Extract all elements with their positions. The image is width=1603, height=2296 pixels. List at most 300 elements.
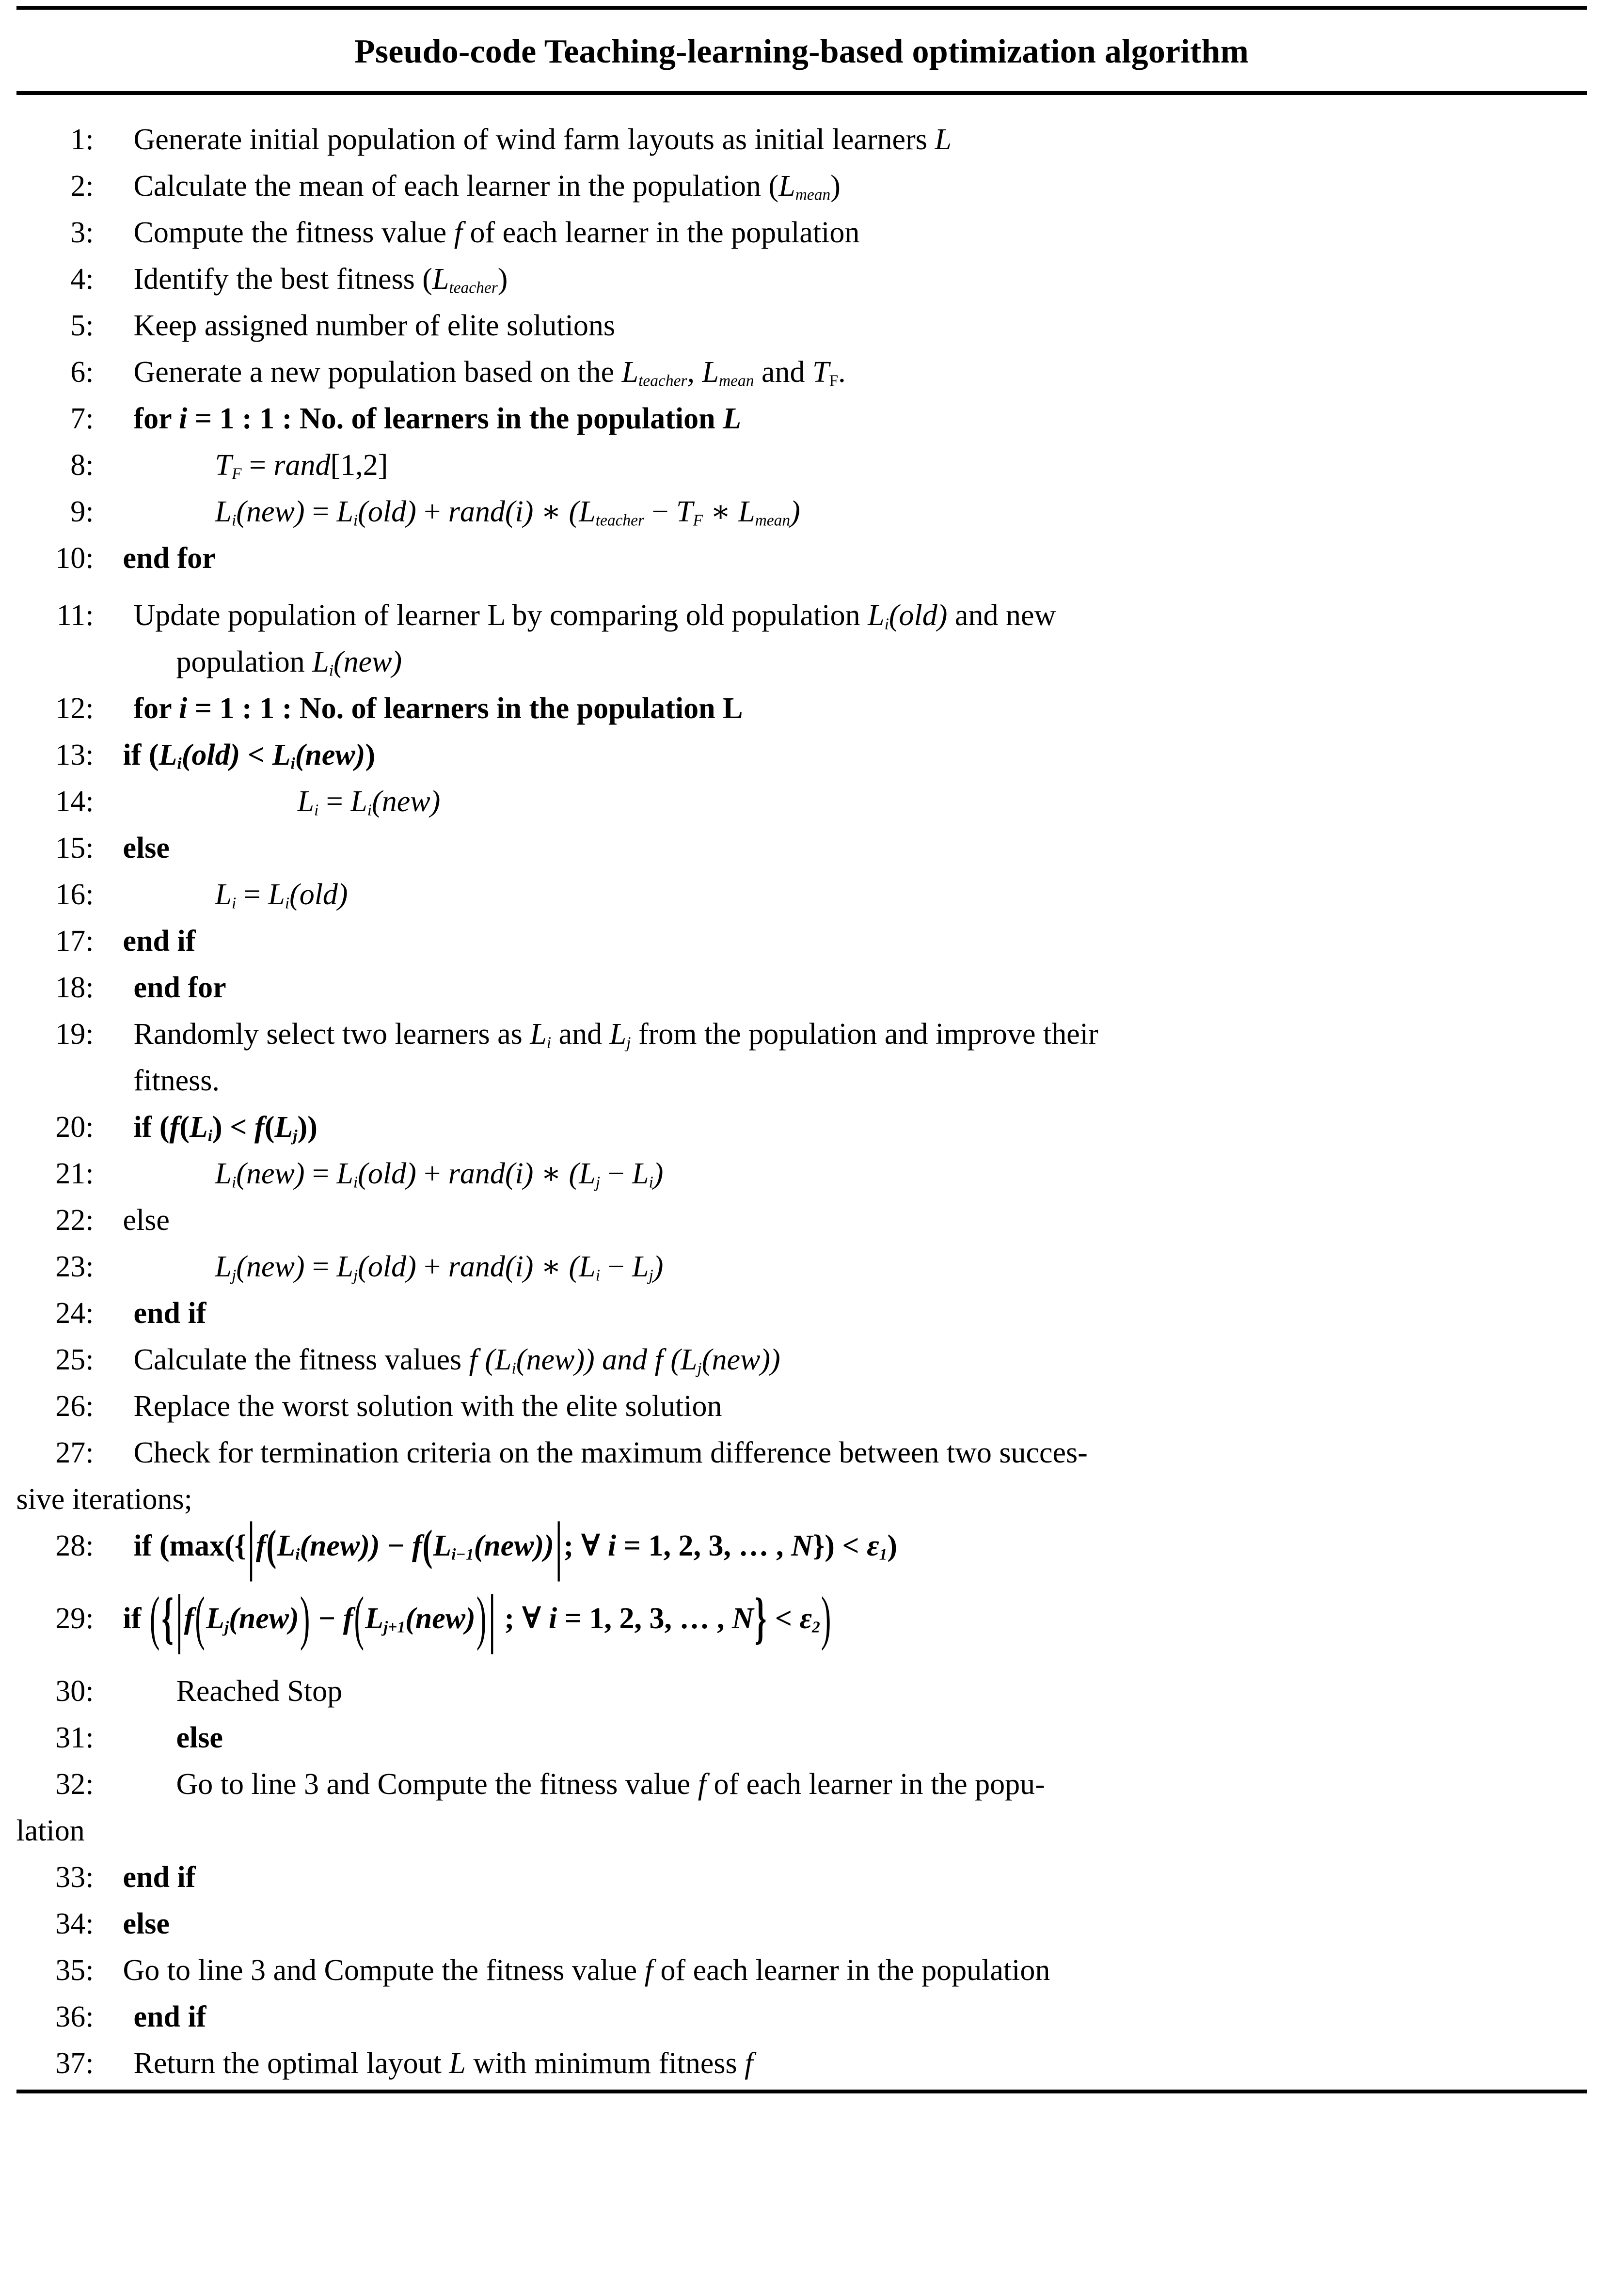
- line-text-11b: [94, 639, 1587, 685]
- line-text-10: end for: [123, 542, 216, 575]
- l3-text-b: of each learner in the population: [462, 216, 860, 249]
- l29-new: (new): [229, 1602, 299, 1635]
- l35-text-a: Go to line 3 and Compute the fitness value: [123, 1954, 645, 1987]
- l14-subscript-i: i: [314, 801, 319, 819]
- l23-minus: −: [600, 1250, 632, 1283]
- code-line-33: [16, 1854, 1587, 1901]
- l7-symbol-i: i: [179, 402, 188, 435]
- l20-close1: ): [212, 1111, 222, 1144]
- line-text-21: [94, 1150, 1587, 1197]
- l9-subscript-F: F: [693, 511, 703, 530]
- l9-subscript-i2: i: [353, 511, 358, 530]
- page-title: Pseudo-code Teaching-learning-based optimization algorithm: [354, 33, 1249, 70]
- line-text-5: Keep assigned number of elite solutions: [133, 309, 616, 342]
- l19-and: and: [551, 1018, 610, 1051]
- l6-text: Generate a new population based on the: [133, 356, 622, 389]
- line-text-22: else: [123, 1204, 170, 1237]
- l4-text: Identify the best fitness (: [133, 263, 432, 296]
- l21-arg-i: (i): [505, 1157, 534, 1190]
- line-number-31: 31:: [55, 1721, 94, 1754]
- l14-symbol-L2: L: [350, 785, 367, 818]
- l23-arg-i: (i): [505, 1250, 534, 1283]
- code-line-15: [16, 825, 1587, 871]
- l29-forall-symbol: ∀: [522, 1602, 549, 1635]
- l23-open-paren: (: [569, 1250, 579, 1283]
- line-number-4: 4:: [70, 263, 94, 296]
- line-text-4: [94, 256, 1587, 302]
- code-line-18: [16, 964, 1587, 1011]
- l11b-new: (new): [333, 645, 402, 678]
- l21-symbol-Li: L: [632, 1157, 649, 1190]
- line-number-1: 1:: [70, 123, 94, 156]
- code-line-17: [16, 918, 1587, 964]
- line-text-34: else: [123, 1907, 170, 1940]
- l13-lt: <: [240, 739, 272, 771]
- l21-subscript-j: j: [595, 1173, 600, 1192]
- l9-open-paren: (: [569, 495, 579, 528]
- l29-symbol-L2: L: [365, 1602, 383, 1635]
- line-number-21: 21:: [55, 1157, 94, 1190]
- l20-symbol-L2: L: [274, 1111, 293, 1144]
- l11-text-b: and new: [947, 599, 1056, 632]
- l35-text-b: of each learner in the population: [652, 1954, 1050, 1987]
- l13-symbol-L: L: [159, 739, 177, 771]
- l23-symbol-Li: L: [579, 1250, 596, 1283]
- line-number-26: 26:: [55, 1390, 94, 1423]
- l25-text: Calculate the fitness values: [133, 1343, 469, 1376]
- code-line-20: [16, 1104, 1587, 1150]
- l12-rest: = 1 : 1 : No. of learners in the population L: [187, 692, 743, 725]
- l3-text-a: Compute the fitness value: [133, 216, 454, 249]
- code-line-10: [16, 535, 1587, 582]
- code-line-14: [16, 778, 1587, 825]
- line-text-36: end if: [133, 2000, 206, 2033]
- l21-minus: −: [600, 1157, 632, 1190]
- code-line-11-continuation: [16, 639, 1587, 685]
- l23-subscript-j: j: [231, 1266, 237, 1285]
- l25-symbol-f2: f: [654, 1343, 663, 1376]
- l20-symbol-f2: f: [254, 1111, 265, 1144]
- l7-symbol-L: L: [723, 402, 741, 435]
- l7-rest: = 1 : 1 : No. of learners in the population: [187, 402, 723, 435]
- l12-symbol-i: i: [179, 692, 188, 725]
- l29-abs-bar-open: |: [175, 1582, 183, 1655]
- code-line-35: [16, 1947, 1587, 1994]
- l21-subscript-i: i: [231, 1173, 237, 1192]
- line-number-27: 27:: [55, 1436, 94, 1469]
- l21-subscript-i2: i: [353, 1173, 358, 1192]
- l4-close-paren: ): [497, 263, 508, 296]
- l13-keyword-if: if (: [123, 739, 159, 771]
- l21-equals: =: [304, 1157, 337, 1190]
- l9-function-rand: rand: [448, 495, 505, 528]
- l20-open2: (: [264, 1111, 275, 1144]
- line-text-30: Reached Stop: [176, 1675, 343, 1708]
- l28-symbol-i: i: [607, 1529, 617, 1562]
- l13-symbol-L2: L: [272, 739, 291, 771]
- code-line-5: [16, 302, 1587, 349]
- l23-close-paren: ): [653, 1250, 664, 1283]
- l19-subscript-j: j: [626, 1034, 631, 1052]
- line-number-24: 24:: [55, 1297, 94, 1330]
- l9-plus: +: [416, 495, 448, 528]
- l28-close-paren: ): [887, 1529, 898, 1562]
- l20-subscript-j: j: [293, 1127, 298, 1145]
- l21-star: ∗: [533, 1157, 569, 1190]
- l25-subscript-i: i: [511, 1359, 516, 1378]
- l6-and: and: [754, 356, 812, 389]
- l14-symbol-L: L: [297, 785, 314, 818]
- l2-text: Calculate the mean of each learner in the population (: [133, 170, 779, 203]
- l28-subscript-i: i: [295, 1545, 300, 1564]
- l21-plus: +: [416, 1157, 448, 1190]
- l6-subscript-mean: mean: [718, 372, 754, 390]
- l13-old: (old): [181, 739, 240, 771]
- line-text-16: [94, 871, 1587, 918]
- line-number-19: 19:: [55, 1018, 94, 1051]
- line-number-14: 14:: [55, 785, 94, 818]
- l28-open2: (: [422, 1522, 433, 1570]
- line-number-32: 32:: [55, 1768, 94, 1801]
- l21-function-rand: rand: [448, 1157, 505, 1190]
- l28-close-brace-paren: }): [812, 1529, 835, 1562]
- code-line-9: [16, 488, 1587, 535]
- l8-equals: =: [241, 449, 274, 482]
- l9-subscript-i: i: [231, 511, 237, 530]
- line-text-19b: fitness.: [133, 1064, 220, 1097]
- l13-new: (new): [295, 739, 365, 771]
- code-line-22: [16, 1197, 1587, 1243]
- l6-subscript-teacher: teacher: [638, 372, 687, 390]
- line-text-3: [94, 209, 1587, 256]
- l29-symbol-i: i: [548, 1602, 557, 1635]
- l29-symbol-L: L: [206, 1602, 224, 1635]
- l9-symbol-L-teacher: L: [579, 495, 596, 528]
- line-text-9: [94, 488, 1587, 535]
- l2-subscript-mean: mean: [795, 186, 831, 204]
- l16-subscript-i: i: [231, 894, 237, 912]
- l25-and: and: [594, 1343, 655, 1376]
- code-line-7: [16, 395, 1587, 442]
- l13-subscript-i2: i: [290, 755, 295, 773]
- l21-old: (old): [358, 1157, 416, 1190]
- l2-symbol-L: L: [778, 170, 795, 203]
- code-line-30: [16, 1668, 1587, 1714]
- l28-keyword-if-max: if (max({: [133, 1529, 247, 1562]
- l19-symbol-Lj: L: [609, 1018, 627, 1051]
- l29-semicolon: ;: [497, 1602, 522, 1635]
- l29-open2: (: [354, 1586, 365, 1651]
- code-line-11: [16, 592, 1587, 639]
- l14-equals: =: [318, 785, 351, 818]
- l8-symbol-T: T: [215, 449, 232, 482]
- line-number-35: 35:: [55, 1954, 94, 1987]
- l29-symbol-f2: f: [343, 1602, 353, 1635]
- l4-subscript-teacher: teacher: [449, 279, 498, 297]
- l14-new: (new): [372, 785, 441, 818]
- l23-symbol-L2: L: [336, 1250, 353, 1283]
- l29-keyword-if: if: [123, 1602, 149, 1635]
- l1-symbol-L: L: [935, 123, 952, 156]
- code-line-27: [16, 1430, 1587, 1476]
- code-line-27-continuation: sive iterations;: [16, 1483, 192, 1516]
- code-line-19-continuation: [16, 1057, 1587, 1104]
- l28-open1: (: [266, 1522, 277, 1570]
- l16-subscript-i2: i: [285, 894, 290, 912]
- code-line-1: [16, 116, 1587, 163]
- l29-symbol-f: f: [184, 1602, 194, 1635]
- l4-symbol-L: L: [432, 263, 449, 296]
- line-text-27: Check for termination criteria on the maximum difference between two succes-: [133, 1436, 1088, 1469]
- l9-equals: =: [304, 495, 337, 528]
- title-underline-rule: [16, 91, 1587, 95]
- l23-plus: +: [416, 1250, 448, 1283]
- l9-close-paren: ): [790, 495, 800, 528]
- code-line-2: [16, 163, 1587, 209]
- l23-function-rand: rand: [448, 1250, 505, 1283]
- l19-text-b: from the population and improve their: [631, 1018, 1098, 1051]
- l14-subscript-i2: i: [367, 801, 372, 819]
- l29-symbol-N: N: [732, 1602, 754, 1635]
- l29-range: = 1, 2, 3, … ,: [557, 1602, 732, 1635]
- code-line-32: [16, 1761, 1587, 1808]
- l28-new2: (new)): [474, 1529, 554, 1562]
- l3-symbol-f: f: [454, 216, 462, 249]
- line-number-12: 12:: [55, 692, 94, 725]
- l25-symbol-L2: L: [681, 1343, 698, 1376]
- line-number-3: 3:: [70, 216, 94, 249]
- l28-minus: −: [380, 1529, 413, 1562]
- l9-star2: ∗: [702, 495, 739, 528]
- l21-open-paren: (: [569, 1157, 579, 1190]
- l28-symbol-N: N: [791, 1529, 813, 1562]
- code-line-16: [16, 871, 1587, 918]
- l9-minus: −: [644, 495, 677, 528]
- code-line-13: [16, 732, 1587, 778]
- l6-period: .: [838, 356, 846, 389]
- line-number-11: 11:: [56, 599, 94, 632]
- line-number-9: 9:: [70, 495, 94, 528]
- l8-argument: [1,2]: [330, 449, 388, 482]
- l29-close-brace: }: [754, 1587, 767, 1650]
- line-number-13: 13:: [55, 739, 94, 771]
- line-text-33: end if: [123, 1861, 196, 1894]
- l9-subscript-teacher: teacher: [595, 511, 645, 530]
- l9-arg-i: (i): [505, 495, 534, 528]
- l11-symbol-L: L: [868, 599, 885, 632]
- line-text-29: [94, 1582, 1587, 1655]
- code-line-12: [16, 685, 1587, 732]
- l11-old: (old): [889, 599, 948, 632]
- l19-subscript-i: i: [546, 1034, 552, 1052]
- line-number-23: 23:: [55, 1250, 94, 1283]
- l23-old: (old): [358, 1250, 416, 1283]
- l37-text-a: Return the optimal layout: [133, 2047, 449, 2080]
- l9-symbol-T: T: [676, 495, 693, 528]
- l9-symbol-L: L: [215, 495, 232, 528]
- line-text-18: end for: [133, 971, 226, 1004]
- line-text-17: end if: [123, 925, 196, 958]
- code-line-6: [16, 349, 1587, 395]
- code-line-31: [16, 1714, 1587, 1761]
- l20-close2: ): [297, 1111, 308, 1144]
- line-number-29: 29:: [55, 1602, 94, 1635]
- l16-equals: =: [236, 878, 269, 911]
- line-text-8: [94, 442, 1587, 488]
- code-line-32-continuation: lation: [16, 1814, 85, 1847]
- pseudocode-lines: [0, 95, 1603, 2087]
- l21-symbol-L2: L: [336, 1157, 353, 1190]
- line-text-20: [94, 1104, 1587, 1150]
- l28-symbol-L: L: [277, 1529, 296, 1562]
- l29-new2: (new): [405, 1602, 476, 1635]
- l11b-symbol-L: L: [312, 645, 329, 678]
- l23-equals: =: [304, 1250, 337, 1283]
- bottom-rule: [16, 2090, 1587, 2093]
- code-line-28: [16, 1510, 1587, 1595]
- l28-symbol-epsilon: ε: [867, 1529, 879, 1562]
- code-line-3: [16, 209, 1587, 256]
- pseudocode-algorithm-box: [0, 6, 1603, 2296]
- l28-semicolon: ;: [563, 1529, 581, 1562]
- l29-subscript-2: 2: [812, 1618, 820, 1636]
- l19-symbol-Li: L: [530, 1018, 547, 1051]
- line-number-8: 8:: [70, 449, 94, 482]
- line-text-15: else: [123, 832, 170, 865]
- l13-subscript-i: i: [177, 755, 182, 773]
- l29-open-brace: {: [161, 1587, 174, 1650]
- l28-subscript-1: 1: [879, 1545, 888, 1564]
- l21-symbol-Lj: L: [579, 1157, 596, 1190]
- l29-abs-bar-close: |: [489, 1582, 496, 1655]
- l28-abs-bar-close: |: [555, 1510, 562, 1582]
- line-text-11: [94, 592, 1587, 639]
- l29-open1: (: [195, 1586, 205, 1651]
- line-number-34: 34:: [55, 1907, 94, 1940]
- l37-symbol-f: f: [745, 2047, 753, 2080]
- l23-symbol-L: L: [215, 1250, 232, 1283]
- l21-new: (new): [236, 1157, 305, 1190]
- l20-symbol-L: L: [189, 1111, 208, 1144]
- l28-subscript-i-minus-1: i−1: [451, 1545, 474, 1564]
- l25-new2: (new)): [701, 1343, 780, 1376]
- line-number-10: 10:: [55, 542, 94, 575]
- line-number-2: 2:: [70, 170, 94, 203]
- l1-text: Generate initial population of wind farm layouts as initial learners: [133, 123, 935, 156]
- line-number-36: 36:: [55, 2000, 94, 2033]
- l37-symbol-L: L: [449, 2047, 466, 2080]
- l9-subscript-mean: mean: [755, 511, 791, 530]
- l29-close2: ): [476, 1586, 487, 1651]
- l16-symbol-L: L: [215, 878, 232, 911]
- l35-symbol-f: f: [644, 1954, 653, 1987]
- l13-close: ): [365, 739, 376, 771]
- l20-symbol-f: f: [169, 1111, 180, 1144]
- l23-subscript-j3: j: [649, 1266, 653, 1285]
- l2-close-paren: ): [830, 170, 841, 203]
- line-text-35: [94, 1947, 1587, 1994]
- code-line-25: [16, 1337, 1587, 1383]
- l21-subscript-i3: i: [649, 1173, 653, 1192]
- l6-symbol-L-mean: L: [702, 356, 719, 389]
- line-text-19: [94, 1011, 1587, 1057]
- l29-minus: −: [311, 1602, 343, 1635]
- l29-close1: ): [300, 1586, 310, 1651]
- line-number-18: 18:: [55, 971, 94, 1004]
- l29-open-paren: (: [149, 1586, 160, 1651]
- line-number-7: 7:: [70, 402, 94, 435]
- l20-close: ): [307, 1111, 317, 1144]
- line-text-6: [94, 349, 1587, 395]
- line-text-12: [94, 685, 1587, 732]
- l25-symbol-L: L: [495, 1343, 512, 1376]
- code-line-34: [16, 1901, 1587, 1947]
- l28-forall-symbol: ∀: [581, 1529, 608, 1562]
- l11-text-a: Update population of learner L by comparing old population: [133, 599, 868, 632]
- l9-old: (old): [358, 495, 416, 528]
- code-line-21: [16, 1150, 1587, 1197]
- line-text-2: [94, 163, 1587, 209]
- line-number-17: 17:: [55, 925, 94, 958]
- l37-text-b: with minimum fitness: [465, 2047, 745, 2080]
- l28-symbol-L2: L: [433, 1529, 452, 1562]
- l25-symbol-f: f: [469, 1343, 477, 1376]
- l29-lt: <: [767, 1602, 800, 1635]
- l28-symbol-f: f: [255, 1529, 266, 1562]
- l6-comma: ,: [687, 356, 702, 389]
- l20-subscript-i: i: [207, 1127, 213, 1145]
- line-text-32: [94, 1761, 1587, 1808]
- l20-keyword-if: if (: [133, 1111, 170, 1144]
- line-number-30: 30:: [55, 1675, 94, 1708]
- line-number-33: 33:: [55, 1861, 94, 1894]
- l25-subscript-j: j: [697, 1359, 702, 1378]
- line-text-7: [94, 395, 1587, 442]
- line-number-15: 15:: [55, 832, 94, 865]
- l23-subscript-i: i: [595, 1266, 600, 1285]
- l32-symbol-f: f: [698, 1768, 706, 1801]
- line-text-14: [94, 778, 1587, 825]
- l9-new: (new): [236, 495, 305, 528]
- l8-subscript-F: F: [231, 465, 242, 483]
- l21-close-paren: ): [653, 1157, 664, 1190]
- l21-symbol-L: L: [215, 1157, 232, 1190]
- code-line-26: [16, 1383, 1587, 1430]
- line-number-20: 20:: [55, 1111, 94, 1144]
- l25-new: (new)): [516, 1343, 595, 1376]
- line-text-13: [94, 732, 1587, 778]
- l23-subscript-j2: j: [353, 1266, 358, 1285]
- l7-keyword-for: for: [133, 402, 179, 435]
- l8-function-rand: rand: [273, 449, 331, 482]
- line-number-25: 25:: [55, 1343, 94, 1376]
- l25-open2: (: [663, 1343, 681, 1376]
- code-line-19: [16, 1011, 1587, 1057]
- l9-star: ∗: [533, 495, 569, 528]
- l6-symbol-L-teacher: L: [621, 356, 639, 389]
- code-line-23: [16, 1243, 1587, 1290]
- l20-lt: <: [222, 1111, 255, 1144]
- l25-open: (: [477, 1343, 495, 1376]
- code-line-24: [16, 1290, 1587, 1337]
- l28-range: = 1, 2, 3, … ,: [616, 1529, 791, 1562]
- line-text-24: end if: [133, 1297, 206, 1330]
- line-text-25: [94, 1337, 1587, 1383]
- l28-symbol-f2: f: [412, 1529, 422, 1562]
- code-line-36: [16, 1994, 1587, 2040]
- l20-open1: (: [179, 1111, 190, 1144]
- line-number-6: 6:: [70, 356, 94, 389]
